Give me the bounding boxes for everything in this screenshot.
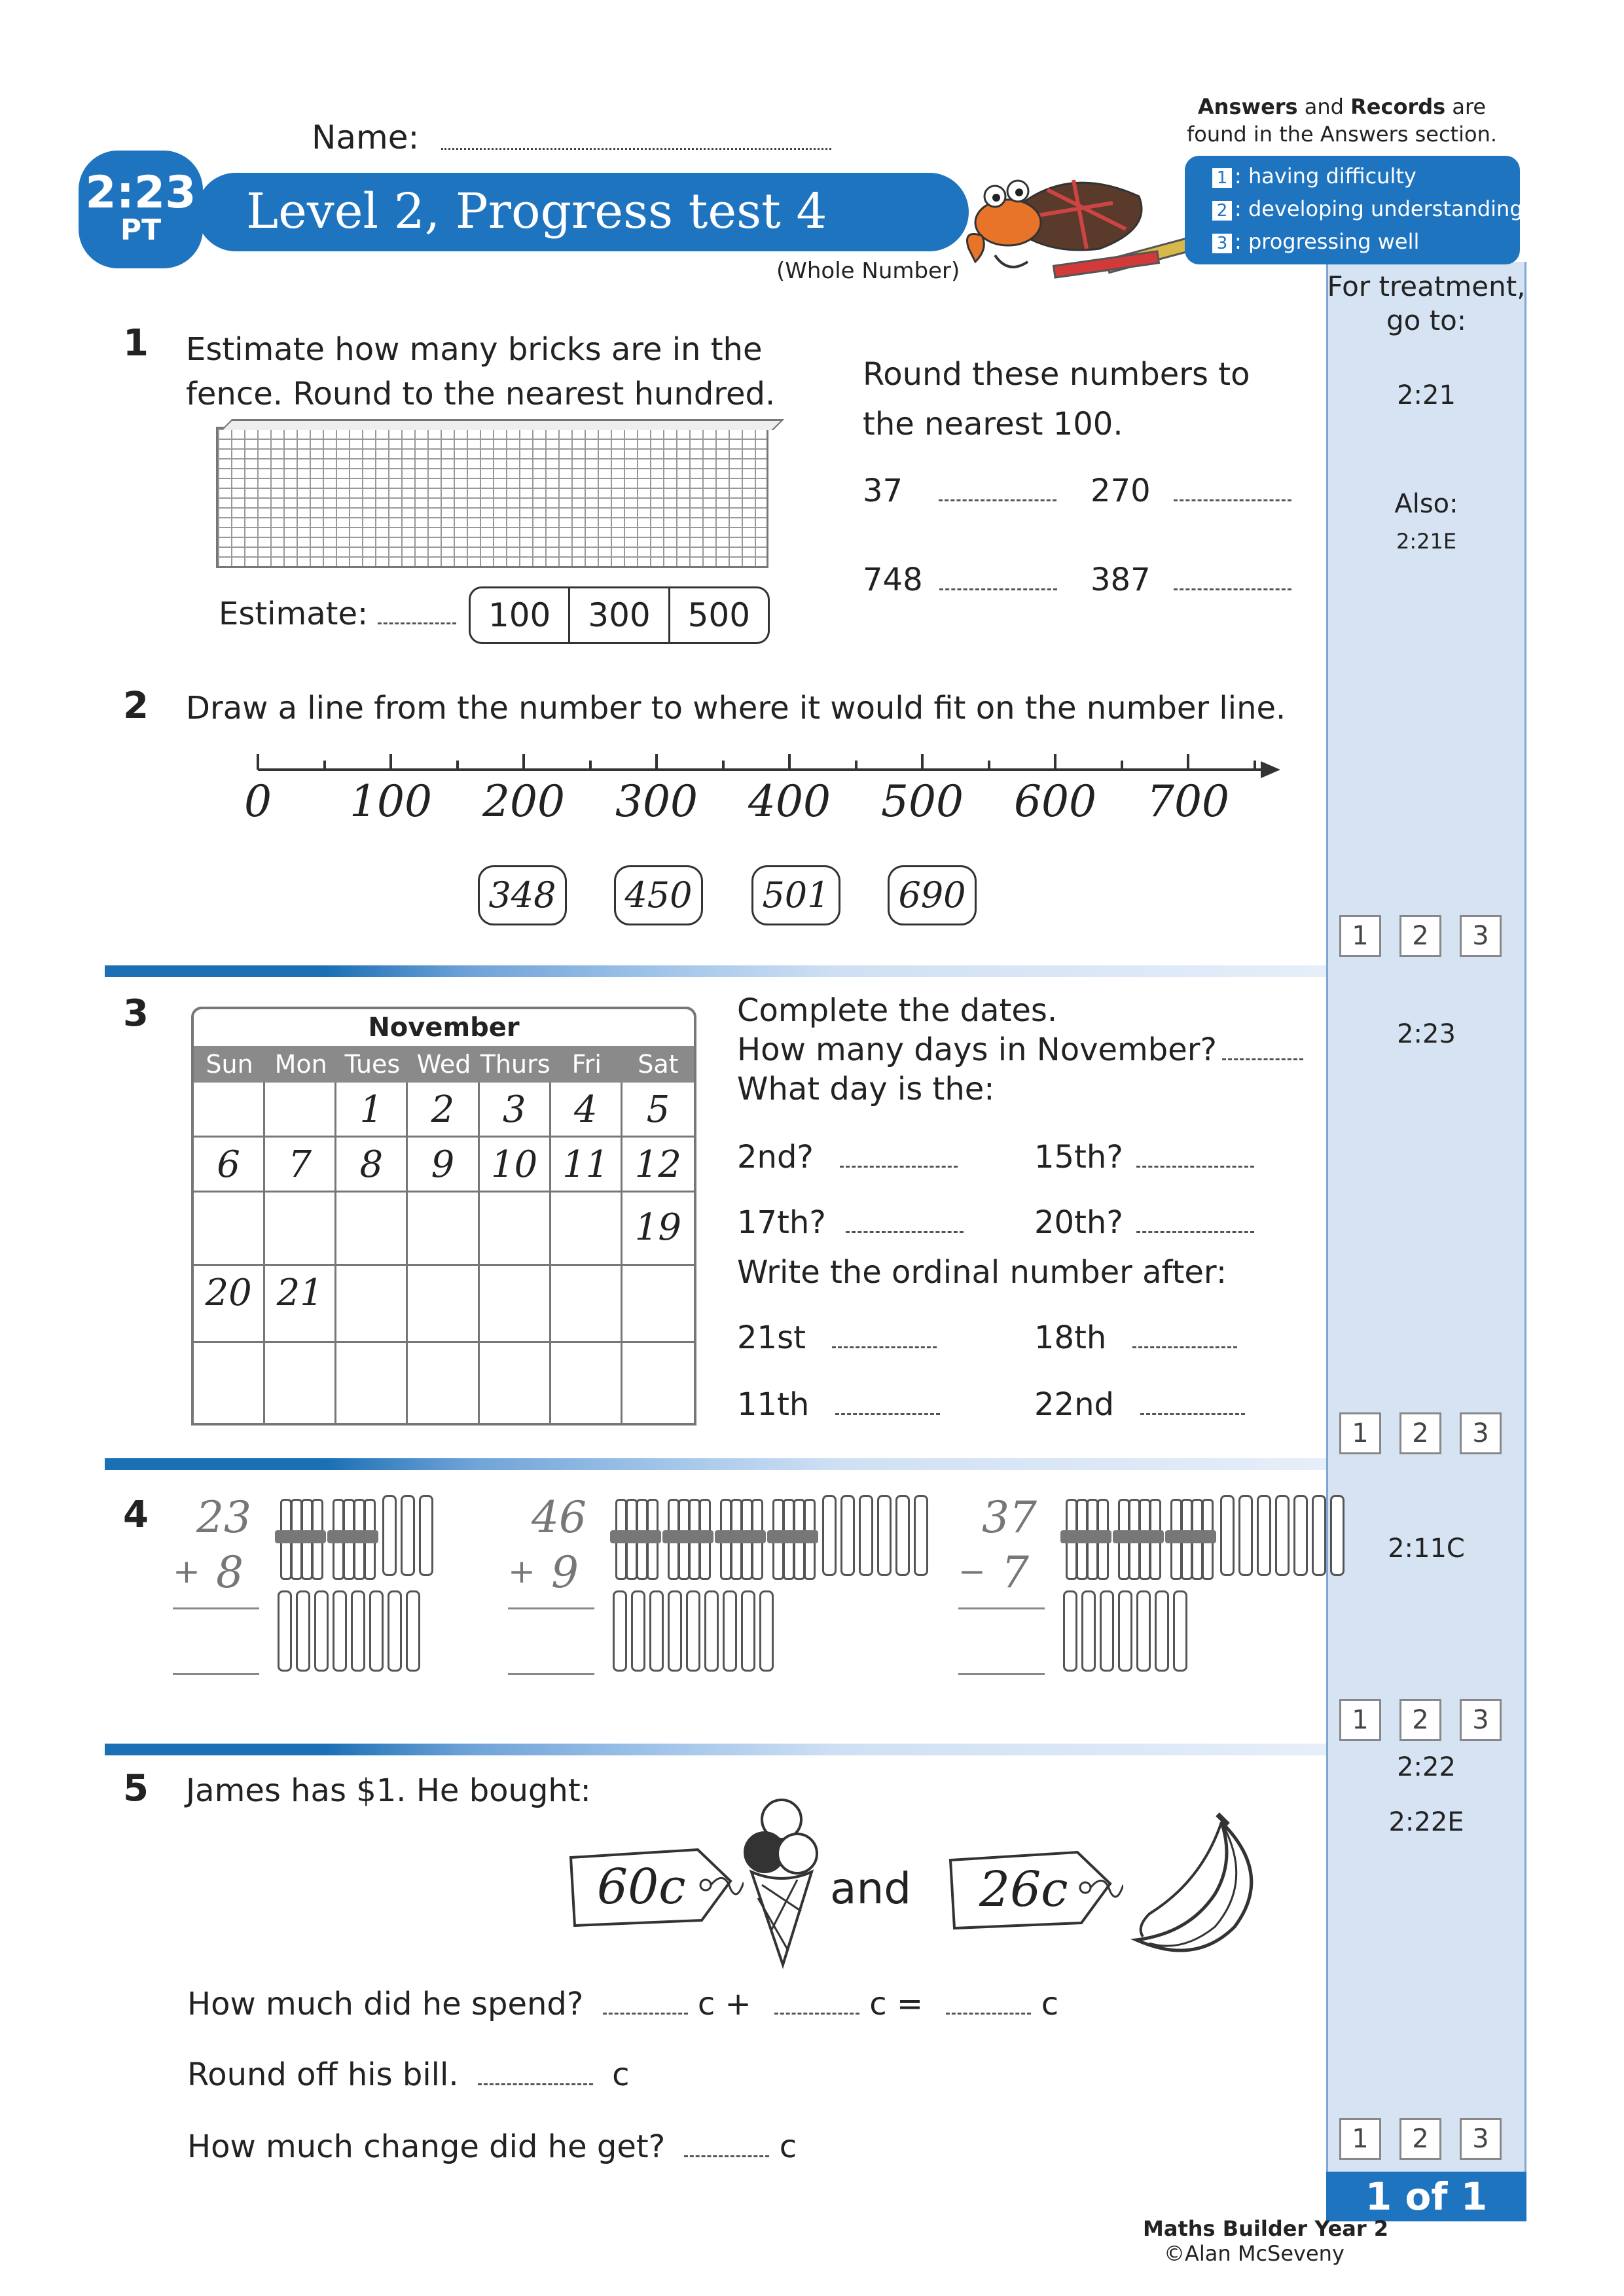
calendar-cell[interactable]: 20	[194, 1266, 265, 1343]
rating-box-2[interactable]: 2	[1399, 1699, 1441, 1741]
number-line-minor-tick	[722, 761, 725, 770]
sum-top: 46	[532, 1492, 586, 1543]
q3-what-day: What day is the:	[737, 1071, 995, 1107]
question-5-number: 5	[123, 1767, 149, 1810]
sidebar-ref-q5a: 2:22	[1397, 1752, 1456, 1782]
q3-day-2nd: 2nd?	[737, 1139, 958, 1177]
estimate-option-300[interactable]: 300	[570, 588, 670, 642]
price-26c: 26c	[979, 1861, 1068, 1918]
calendar-cell[interactable]: 1	[336, 1083, 408, 1138]
answer-blank[interactable]	[840, 1159, 958, 1168]
calendar-cell[interactable]	[336, 1343, 408, 1423]
stick-icon	[419, 1495, 433, 1576]
stick-icon	[613, 1590, 627, 1672]
sticks-bottom	[613, 1590, 778, 1674]
sidebar-ref-q1b: 2:21E	[1396, 529, 1457, 554]
round-item-387: 387	[1091, 562, 1291, 600]
ten-bundle-icon	[770, 1499, 816, 1576]
round-item-37: 37	[863, 473, 1056, 511]
number-line-tick	[1187, 754, 1189, 770]
brick-fence-grid	[216, 427, 768, 568]
q3-day-17th: 17th?	[737, 1204, 964, 1242]
calendar-cell[interactable]	[265, 1343, 336, 1423]
number-line-minor-tick	[988, 761, 990, 770]
calendar-cell[interactable]	[480, 1266, 551, 1343]
stick-icon	[877, 1495, 892, 1576]
stick-icon	[1220, 1495, 1235, 1576]
calendar-cell[interactable]	[194, 1083, 265, 1138]
calendar-cell[interactable]: 3	[480, 1083, 551, 1138]
name-field[interactable]	[441, 148, 831, 150]
question-3-number: 3	[123, 992, 149, 1035]
stick-icon	[382, 1495, 397, 1576]
stick-icon	[1293, 1495, 1308, 1576]
sticks-top	[278, 1495, 437, 1579]
section-divider	[105, 965, 1326, 977]
legend-item: 2 : developing understanding	[1212, 196, 1523, 221]
day-header: Sat	[638, 1050, 679, 1079]
q3-ordinal-18th: 18th	[1034, 1319, 1237, 1357]
sidebar-also: Also:	[1394, 489, 1458, 519]
calendar-cell[interactable]: 11	[551, 1138, 623, 1193]
q5-round: Round off his bill. c	[187, 2056, 630, 2093]
ten-bundle-icon	[613, 1499, 659, 1576]
sticks-bottom	[278, 1590, 424, 1674]
sum-bottom: 9	[551, 1547, 579, 1598]
price-60c: 60c	[597, 1859, 686, 1915]
sum-bottom: 8	[216, 1547, 244, 1598]
badge-sub: PT	[120, 213, 162, 247]
number-line	[258, 768, 1266, 771]
q5-spend: How much did he spend? c + c = c	[187, 1986, 1059, 2022]
calendar-cell[interactable]	[336, 1266, 408, 1343]
calendar-cell[interactable]: 2	[408, 1083, 479, 1138]
number-line-minor-tick	[855, 761, 857, 770]
sum-line	[508, 1607, 594, 1609]
calendar-cell[interactable]: 8	[336, 1138, 408, 1193]
number-line-minor-tick	[456, 761, 459, 770]
stick-icon	[1136, 1590, 1151, 1672]
q3-ordinal-22nd: 22nd	[1034, 1386, 1245, 1424]
sum-operator: +	[508, 1552, 535, 1590]
answer-blank[interactable]	[832, 1340, 937, 1348]
number-box-450[interactable]: 450	[614, 865, 703, 925]
sticks-top	[613, 1495, 932, 1579]
answer-blank[interactable]	[774, 2006, 859, 2015]
question-2-number: 2	[123, 685, 149, 727]
answer-blank[interactable]	[1174, 582, 1291, 590]
answer-line	[173, 1673, 259, 1675]
sidebar-ref-q1: 2:21	[1397, 380, 1456, 410]
number-line-label: 400	[748, 776, 831, 827]
calendar-day-headers	[194, 1046, 694, 1083]
question-1-number: 1	[123, 322, 149, 365]
number-box-348[interactable]: 348	[478, 865, 567, 925]
answers-note: Answers and Records are found in the Answers section.	[1186, 94, 1498, 147]
day-header: Fri	[571, 1050, 602, 1079]
number-line-minor-tick	[589, 761, 592, 770]
number-line-arrow-icon	[1261, 761, 1280, 778]
stick-icon	[1118, 1590, 1132, 1672]
rating-box-2[interactable]: 2	[1399, 915, 1441, 957]
page-indicator: 1 of 1	[1326, 2172, 1526, 2221]
stick-icon	[314, 1590, 329, 1672]
stick-icon	[822, 1495, 837, 1576]
number-line-tick	[257, 754, 259, 770]
q3-day-20th: 20th?	[1034, 1204, 1254, 1242]
sum-operator: +	[173, 1552, 200, 1590]
stick-icon	[1063, 1590, 1077, 1672]
stick-icon	[1330, 1495, 1344, 1576]
number-line-tick	[389, 754, 392, 770]
stick-icon	[388, 1590, 402, 1672]
number-line-label: 300	[615, 776, 698, 827]
sidebar-ref-q4: 2:11C	[1388, 1534, 1465, 1564]
stick-icon	[1081, 1590, 1096, 1672]
calendar-cell[interactable]	[194, 1193, 265, 1266]
answer-blank[interactable]	[939, 493, 1056, 501]
calendar-cell[interactable]	[623, 1266, 694, 1343]
question-4-number: 4	[123, 1494, 149, 1536]
stick-icon	[759, 1590, 774, 1672]
answer-blank[interactable]	[603, 2006, 688, 2015]
number-line-tick	[655, 754, 658, 770]
answer-blank[interactable]	[1132, 1340, 1237, 1348]
rating-box-1[interactable]: 1	[1339, 915, 1381, 957]
rating-box-3[interactable]: 3	[1460, 1699, 1502, 1741]
name-label: Name:	[312, 118, 420, 156]
q5-text: James has $1. He bought:	[186, 1772, 591, 1809]
sum-bottom: 7	[1001, 1547, 1029, 1598]
calendar-cell[interactable]: 21	[265, 1266, 336, 1343]
answer-blank[interactable]	[1174, 493, 1291, 501]
rating-box-3[interactable]: 3	[1460, 915, 1502, 957]
stick-icon	[296, 1590, 310, 1672]
round-instructions: Round these numbers to the nearest 100.	[863, 356, 1250, 442]
q3-complete-dates: Complete the dates.	[737, 992, 1058, 1029]
stick-icon	[741, 1590, 755, 1672]
sum-top: 37	[982, 1492, 1037, 1543]
sum-line	[958, 1607, 1045, 1609]
calendar-cell[interactable]	[623, 1343, 694, 1423]
calendar-cell[interactable]	[265, 1193, 336, 1266]
answer-blank[interactable]	[1136, 1225, 1254, 1233]
calendar-month: November	[368, 1013, 520, 1043]
answer-blank[interactable]	[939, 582, 1057, 590]
crab-mascot-icon	[956, 151, 1191, 281]
estimate-option-100[interactable]: 100	[471, 588, 570, 642]
stick-icon	[840, 1495, 855, 1576]
legend-box	[1185, 156, 1523, 264]
day-header: Thurs	[480, 1050, 550, 1079]
sum-top: 23	[196, 1492, 251, 1543]
stick-icon	[401, 1495, 415, 1576]
legend-item: 1 : having difficulty	[1212, 164, 1416, 188]
q3-ordinal-11th: 11th	[737, 1386, 940, 1424]
stick-icon	[723, 1590, 737, 1672]
brick-fence-top	[221, 419, 785, 430]
legend-item: 3 : progressing well	[1212, 229, 1419, 254]
sticks-bottom	[1063, 1590, 1191, 1674]
ten-bundle-icon	[1115, 1499, 1161, 1576]
stick-icon	[895, 1495, 910, 1576]
number-line-tick	[921, 754, 924, 770]
number-line-label: 500	[881, 776, 964, 827]
calendar-cell[interactable]	[336, 1193, 408, 1266]
stick-icon	[1100, 1590, 1114, 1672]
number-line-tick	[1054, 754, 1056, 770]
rating-box-1[interactable]: 1	[1339, 1699, 1381, 1741]
answer-blank[interactable]	[1222, 1052, 1303, 1060]
rating-box-1[interactable]: 1	[1339, 1412, 1381, 1454]
calendar-cell[interactable]	[551, 1343, 623, 1423]
number-line-minor-tick	[1121, 761, 1123, 770]
sum-line	[173, 1607, 259, 1609]
sidebar-ref-q5b: 2:22E	[1388, 1807, 1464, 1837]
stick-icon	[369, 1590, 384, 1672]
number-line-tick	[522, 754, 525, 770]
ice-cream-icon	[742, 1793, 821, 1970]
stick-icon	[649, 1590, 664, 1672]
calendar-cell[interactable]	[480, 1193, 551, 1266]
number-line-minor-tick	[323, 761, 326, 770]
footer-book: Maths Builder Year 2	[1143, 2216, 1389, 2241]
q3-day-15th: 15th?	[1034, 1139, 1254, 1177]
estimate-option-500[interactable]: 500	[687, 596, 751, 634]
sticks-top	[1063, 1495, 1348, 1579]
answer-blank[interactable]	[684, 2149, 769, 2157]
number-line-minor-tick	[1254, 761, 1256, 770]
sum-operator: −	[958, 1552, 986, 1590]
stick-icon	[631, 1590, 645, 1672]
answer-line	[958, 1673, 1045, 1675]
page-title: Level 2, Progress test 4	[246, 183, 827, 240]
q5-change: How much change did he get? c	[187, 2128, 797, 2165]
calendar-cell[interactable]	[551, 1193, 623, 1266]
ten-bundle-icon	[665, 1499, 711, 1576]
badge-code: 2:23	[85, 167, 196, 219]
number-box-690[interactable]: 690	[888, 865, 977, 925]
calendar-cell[interactable]	[194, 1343, 265, 1423]
answer-line	[508, 1673, 594, 1675]
answer-blank[interactable]	[1140, 1407, 1245, 1415]
day-header: Mon	[274, 1050, 327, 1079]
rating-box-3[interactable]: 3	[1460, 2118, 1502, 2160]
rating-box-2[interactable]: 2	[1399, 2118, 1441, 2160]
calendar-cell[interactable]	[408, 1343, 479, 1423]
calendar-cell[interactable]: 4	[551, 1083, 623, 1138]
calendar-cell[interactable]	[408, 1193, 479, 1266]
stick-icon	[1155, 1590, 1169, 1672]
rating-box-2[interactable]: 2	[1399, 1412, 1441, 1454]
number-line-tick	[788, 754, 791, 770]
estimate-options	[469, 586, 770, 644]
q1-text: Estimate how many bricks are in the fence. Round to the nearest hundred.	[186, 331, 776, 412]
ten-bundle-icon	[717, 1499, 763, 1576]
sidebar-ref-q3: 2:23	[1397, 1019, 1456, 1049]
answer-blank[interactable]	[478, 2077, 593, 2085]
number-line-label: 200	[482, 776, 565, 827]
calendar-cell[interactable]: 5	[623, 1083, 694, 1138]
rating-box-3[interactable]: 3	[1460, 1412, 1502, 1454]
day-header: Sun	[206, 1050, 253, 1079]
calendar	[191, 1007, 696, 1426]
calendar-cell[interactable]: 7	[265, 1138, 336, 1193]
q3-days-in-november: How many days in November?	[737, 1031, 1303, 1069]
calendar-cell[interactable]	[480, 1343, 551, 1423]
calendar-cell[interactable]: 9	[408, 1138, 479, 1193]
stick-icon	[1173, 1590, 1187, 1672]
number-line-label: 0	[244, 776, 272, 827]
stick-icon	[406, 1590, 420, 1672]
q2-text: Draw a line from the number to where it would fit on the number line.	[186, 690, 1286, 726]
ten-bundle-icon	[278, 1499, 323, 1576]
calendar-cell[interactable]	[551, 1266, 623, 1343]
answer-blank[interactable]	[1136, 1159, 1254, 1168]
estimate-label: Estimate:	[219, 596, 456, 634]
ten-bundle-icon	[1168, 1499, 1214, 1576]
day-header: Wed	[416, 1050, 471, 1079]
ten-bundle-icon	[1063, 1499, 1109, 1576]
stick-icon	[914, 1495, 928, 1576]
calendar-cell[interactable]	[408, 1266, 479, 1343]
answer-blank[interactable]	[835, 1407, 940, 1415]
stick-icon	[278, 1590, 292, 1672]
stick-icon	[1312, 1495, 1326, 1576]
day-header: Tues	[344, 1050, 401, 1079]
calendar-cell[interactable]: 19	[623, 1193, 694, 1266]
q3-ordinal-21st: 21st	[737, 1319, 937, 1357]
number-box-501[interactable]: 501	[751, 865, 840, 925]
calendar-cell[interactable]	[265, 1083, 336, 1138]
stick-icon	[1257, 1495, 1271, 1576]
footer-author: ©Alan McSeveny	[1164, 2241, 1344, 2266]
number-line-label: 700	[1147, 776, 1229, 827]
badge	[79, 151, 203, 268]
banana-icon	[1123, 1809, 1274, 1960]
calendar-cell[interactable]: 6	[194, 1138, 265, 1193]
stick-icon	[333, 1590, 347, 1672]
ten-bundle-icon	[330, 1499, 376, 1576]
stick-icon	[668, 1590, 682, 1672]
round-item-748: 748	[863, 562, 1057, 600]
number-line-label: 600	[1014, 776, 1096, 827]
number-line-label: 100	[350, 776, 432, 827]
section-divider	[105, 1744, 1326, 1755]
stick-icon	[704, 1590, 719, 1672]
sidebar-title: For treatment, go to:	[1327, 270, 1526, 336]
page-subtitle: (Whole Number)	[776, 258, 960, 284]
and-label: and	[830, 1863, 912, 1914]
calendar-cell[interactable]: 10	[480, 1138, 551, 1193]
stick-icon	[1275, 1495, 1290, 1576]
answer-blank[interactable]	[946, 2006, 1031, 2015]
stick-icon	[859, 1495, 873, 1576]
calendar-cell[interactable]: 12	[623, 1138, 694, 1193]
calendar-grid	[194, 1083, 694, 1423]
section-divider	[105, 1458, 1326, 1470]
answer-blank[interactable]	[846, 1225, 964, 1233]
round-item-270: 270	[1091, 473, 1291, 511]
stick-icon	[351, 1590, 365, 1672]
q3-ordinal-instructions: Write the ordinal number after:	[737, 1254, 1227, 1291]
stick-icon	[686, 1590, 700, 1672]
rating-box-1[interactable]: 1	[1339, 2118, 1381, 2160]
stick-icon	[1238, 1495, 1253, 1576]
